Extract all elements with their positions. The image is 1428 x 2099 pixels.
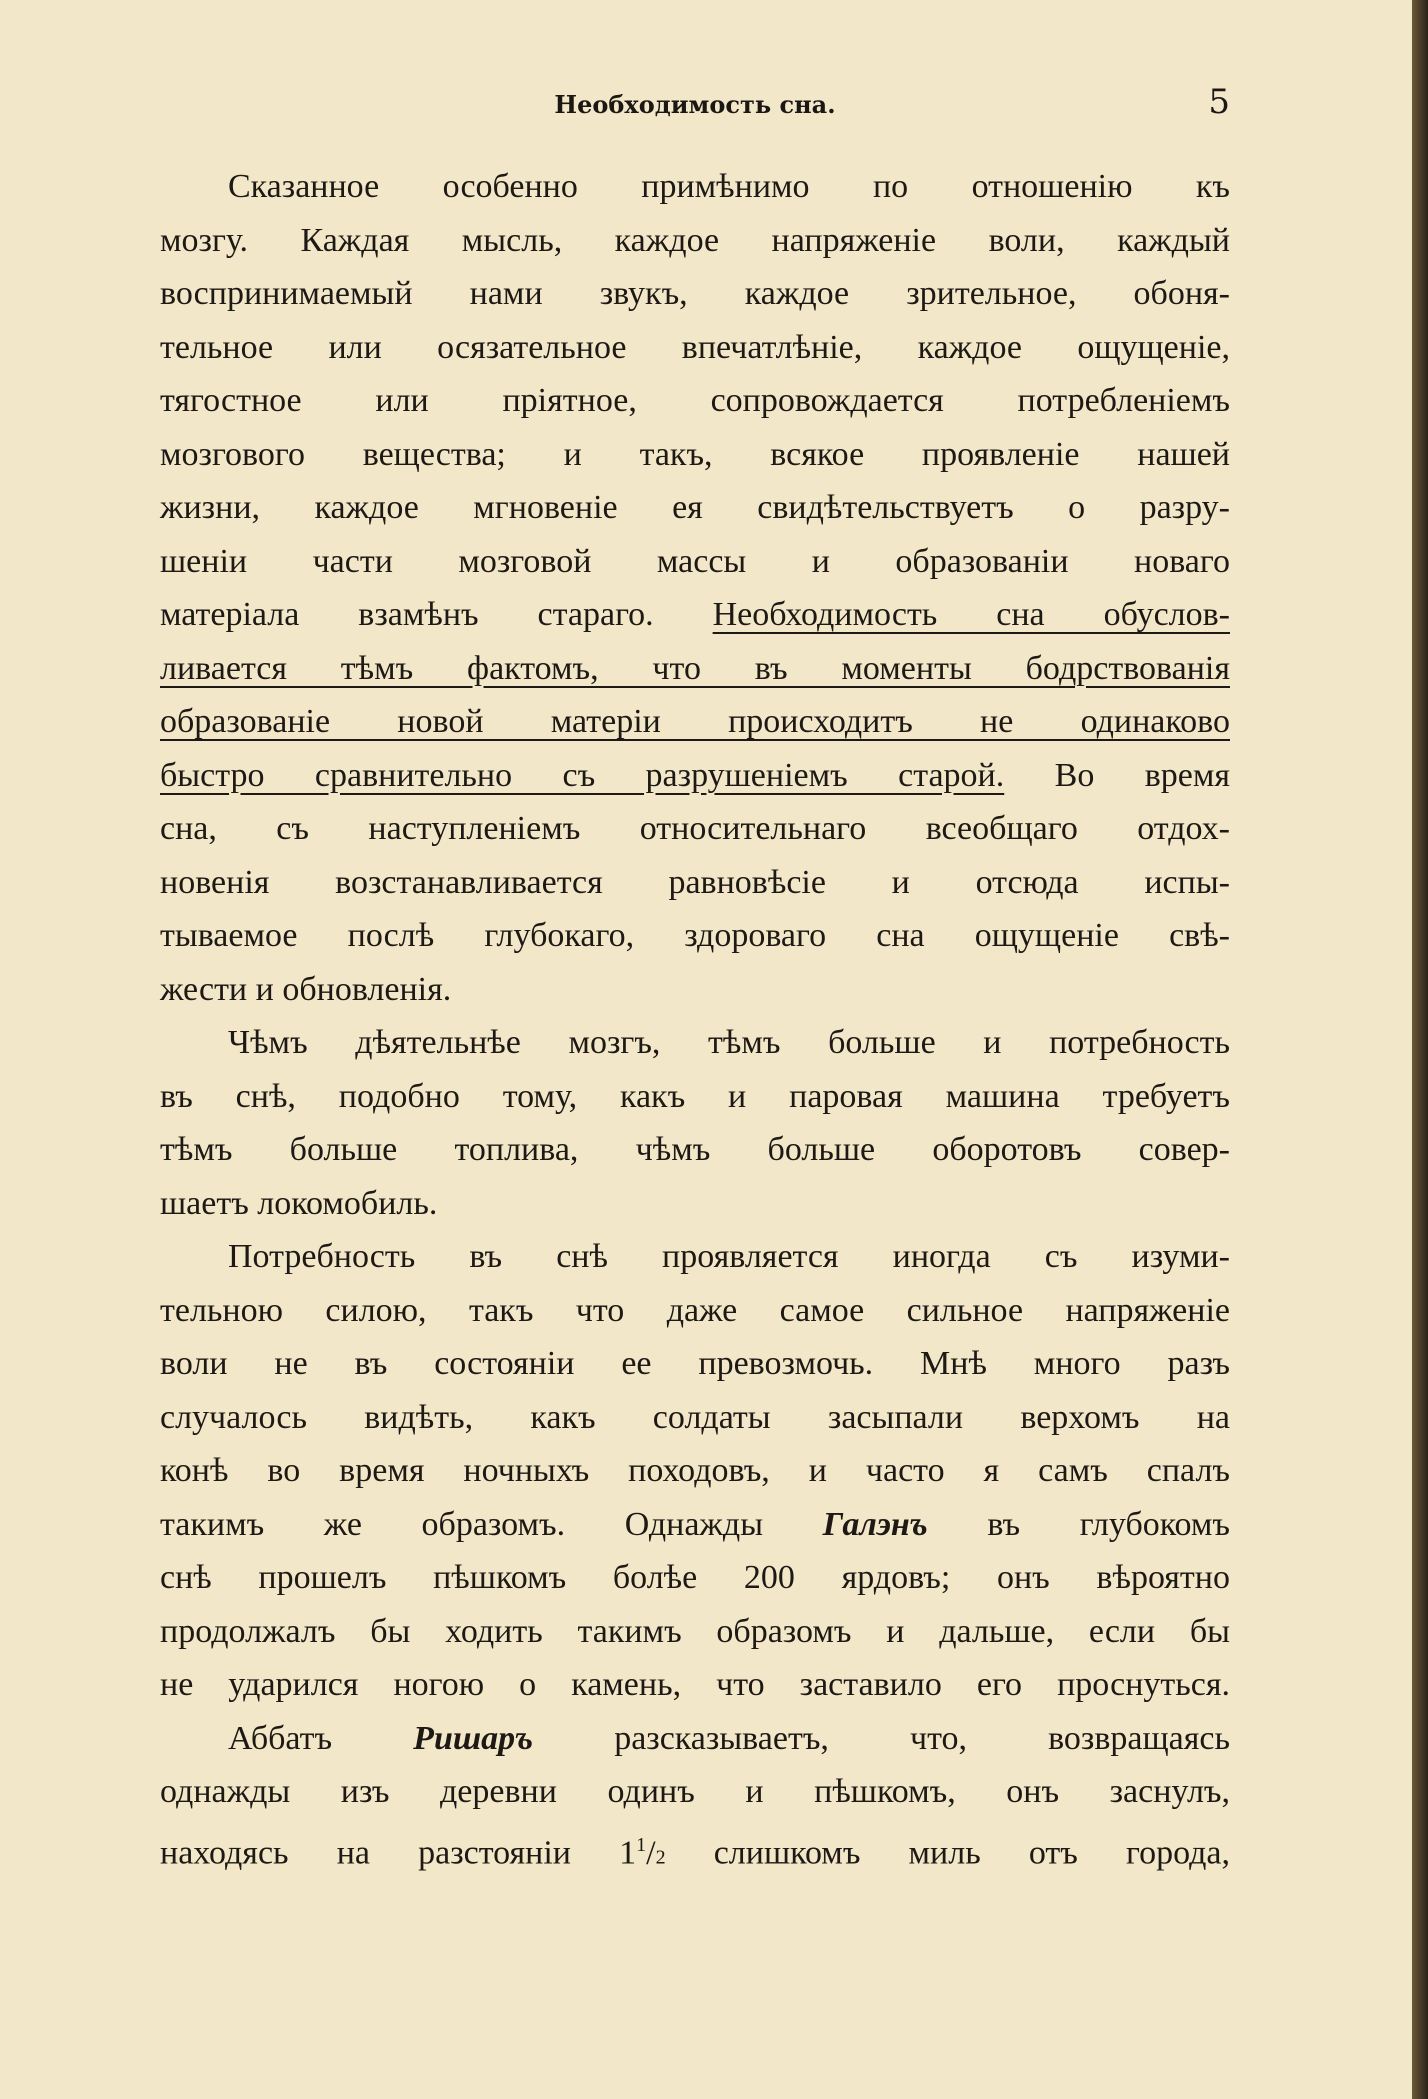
text-line: конѣ во время ночныхъ походовъ, и часто я самъ спалъ xyxy=(160,1452,1230,1489)
underlined-text: Необходимость сна обуслов- xyxy=(712,596,1230,633)
text-line: мозгового вещества; и такъ, всякое проявленіе нашей xyxy=(160,435,1230,473)
text-line: тельное или осязательное впечатлѣніе, каждое ощущеніе, xyxy=(160,328,1230,366)
text-segment: разсказываетъ, что, возвращаясь xyxy=(533,1719,1230,1757)
text-line: тѣмъ больше топлива, чѣмъ больше оборотовъ совер- xyxy=(160,1131,1230,1168)
text-segment: находясь на разстояніи 1 xyxy=(160,1833,637,1871)
body-text xyxy=(160,160,1230,1872)
text-line xyxy=(160,749,1230,803)
running-title: Необходимость сна. xyxy=(554,90,836,119)
page-number: 5 xyxy=(1208,82,1230,122)
text-line: Сказанное особенно примѣнимо по отношенію къ xyxy=(228,168,1230,205)
text-line: шаетъ локомобиль. xyxy=(160,1184,438,1222)
text-line: мозгу. Каждая мысль, каждое напряженіе воли, каждый xyxy=(160,221,1230,259)
text-line: въ снѣ, подобно тому, какъ и паровая машина требуетъ xyxy=(160,1077,1230,1115)
text-line: тываемое послѣ глубокаго, здороваго сна ощущеніе свѣ- xyxy=(160,917,1230,954)
text-line: однажды изъ деревни одинъ и пѣшкомъ, онъ заснулъ, xyxy=(160,1773,1230,1810)
text-line: продолжалъ бы ходить такимъ образомъ и дальше, если бы xyxy=(160,1612,1230,1650)
text-line xyxy=(160,1819,1230,1873)
text-line: снѣ прошелъ пѣшкомъ болѣе 200 ярдовъ; онъ вѣроятно xyxy=(160,1559,1230,1596)
page-edge-shadow xyxy=(1412,0,1428,2099)
text-line: жести и обновленія. xyxy=(160,970,452,1008)
person-name-richard: Ришаръ xyxy=(413,1719,534,1757)
underlined-line: ливается тѣмъ фактомъ, что въ моменты бодрствованія xyxy=(160,649,1230,687)
text-segment: Аббатъ xyxy=(228,1719,414,1757)
text-segment: матеріала взамѣнъ стараго. xyxy=(160,596,713,633)
text-line: тягостное или пріятное, сопровождается потребленіемъ xyxy=(160,382,1230,419)
text-segment: слишкомъ миль отъ города, xyxy=(665,1833,1231,1871)
person-name-galen: Галэнъ xyxy=(822,1505,928,1543)
text-line xyxy=(160,588,1230,642)
fraction-denominator: 2 xyxy=(655,1845,666,1868)
text-line: Потребность въ снѣ проявляется иногда съ изуми- xyxy=(228,1238,1230,1275)
page-header xyxy=(160,82,1230,130)
text-line: воли не въ состояніи ее превозмочь. Мнѣ много разъ xyxy=(160,1345,1230,1382)
text-line: сна, съ наступленіемъ относительнаго всеобщаго отдох- xyxy=(160,810,1230,847)
text-segment: въ глубокомъ xyxy=(927,1505,1230,1543)
text-line: Чѣмъ дѣятельнѣе мозгъ, тѣмъ больше и потребность xyxy=(228,1024,1230,1061)
fraction-numerator: 1 xyxy=(636,1833,647,1856)
text-line: воспринимаемый нами звукъ, каждое зрительное, обоня- xyxy=(160,275,1230,312)
underlined-line: образованіе новой матеріи происходитъ не одинаково xyxy=(160,703,1230,740)
text-line: новенія возстанавливается равновѣсіе и отсюда испы- xyxy=(160,863,1230,901)
text-segment: Во время xyxy=(1004,756,1230,794)
text-line xyxy=(160,1712,1230,1766)
text-line: случалось видѣть, какъ солдаты засыпали верхомъ на xyxy=(160,1398,1230,1436)
text-line: тельною силою, такъ что даже самое сильное напряженіе xyxy=(160,1291,1230,1329)
text-line xyxy=(160,1498,1230,1552)
text-line: шеніи части мозговой массы и образованіи новаго xyxy=(160,542,1230,580)
underlined-text: быстро сравнительно съ разрушеніемъ старой. xyxy=(160,756,1005,794)
text-line: не ударился ногою о камень, что заставило его проснуться. xyxy=(160,1666,1230,1703)
text-segment: такимъ же образомъ. Однажды xyxy=(160,1505,823,1543)
fraction-slash: / xyxy=(646,1833,656,1871)
text-line: жизни, каждое мгновеніе ея свидѣтельствуетъ о разру- xyxy=(160,489,1230,526)
